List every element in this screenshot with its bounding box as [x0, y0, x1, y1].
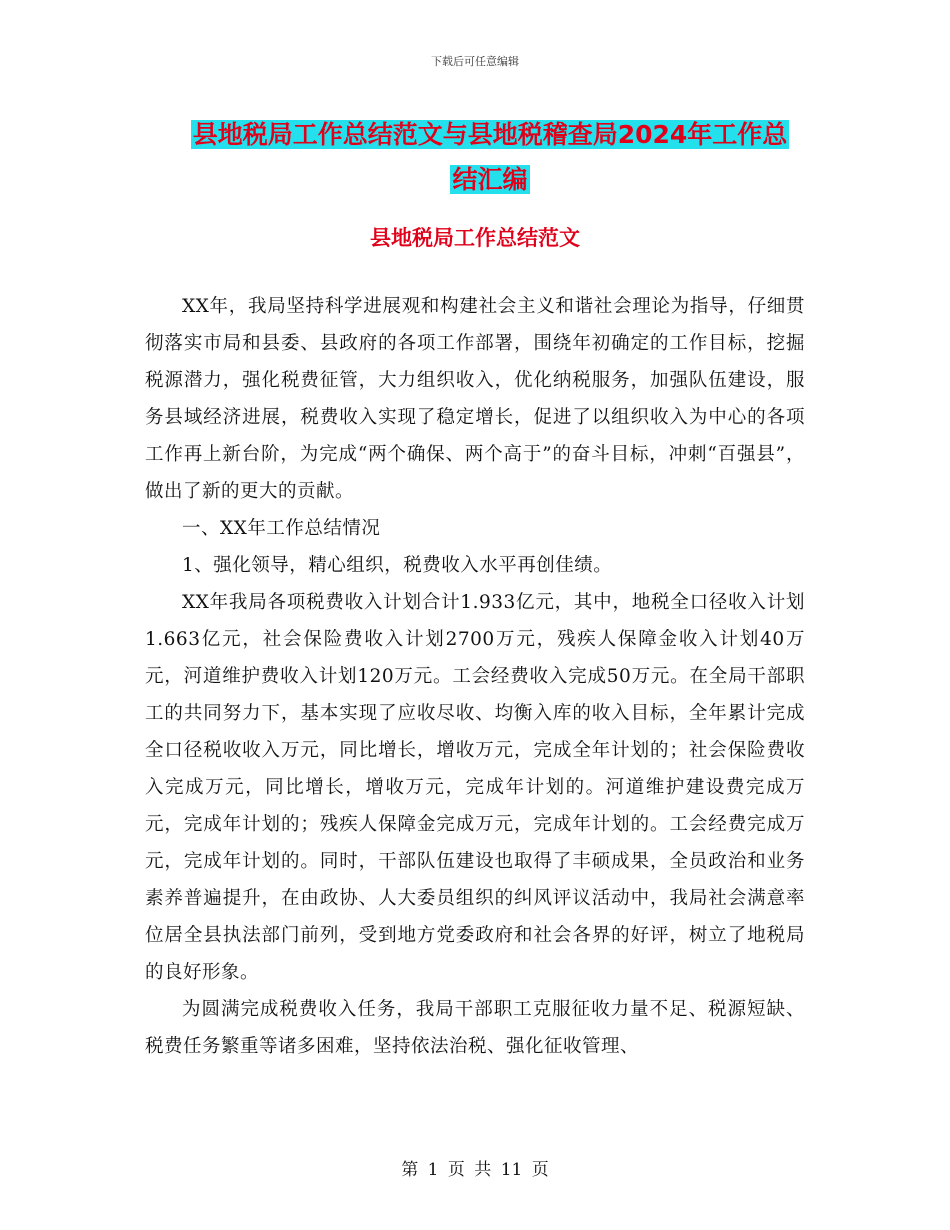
document-title-line-1: 县地税局工作总结范文与县地税稽查局2024年工作总	[192, 120, 788, 149]
paragraph: XX年我局各项税费收入计划合计1.933亿元，其中，地税全口径收入计划1.663亿元，社会保险费收入计划2700万元，残疾人保障金收入计划40万元，河道维护费收入计划120万元。工会经费收入完成50万元。在全局干部职工的共同努力下，基本实现了应收尽收、均衡入库的收入目标，全年累计完成全口径税收收入万元，同比增长，增收万元，完成全年计划的；社会保险费收入完成万元，同比增长，增收万元，完成年计划的。河道维护建设费完成万元，完成年计划的；残疾人保障金完成万元，完成年计划的。工会经费完成万元，完成年计划的。同时，干部队伍建设也取得了丰硕成果，全员政治和业务素养普遍提升，在由政协、人大委员组织的纠风评议活动中，我局社会满意率位居全县执法部门前列，受到地方党委政府和社会各界的好评，树立了地税局的良好形象。	[145, 592, 805, 983]
section-title: 县地税局工作总结范文	[370, 226, 580, 250]
document-title-line-2: 结汇编	[452, 165, 528, 194]
paragraph: 为圆满完成税费收入任务，我局干部职工克服征收力量不足、税源短缺、税费任务繁重等诸多困难，坚持依法治税、强化征收管理、	[145, 999, 805, 1057]
header-note: 下载后可任意编辑	[431, 55, 519, 68]
paragraph: 1、强化领导，精心组织，税费收入水平再创佳绩。	[182, 555, 613, 576]
paragraph: 一、XX年工作总结情况	[182, 518, 381, 539]
paragraph: XX年，我局坚持科学进展观和构建社会主义和谐社会理论为指导，仔细贯彻落实市局和县委、县政府的各项工作部署，围绕年初确定的工作目标，挖掘税源潜力，强化税费征管，大力组织收入，优化纳税服务，加强队伍建设，服务县域经济进展，税费收入实现了稳定增长，促进了以组织收入为中心的各项工作再上新台阶，为完成“两个确保、两个高于”的奋斗目标，冲刺“百强县”，做出了新的更大的贡献。	[145, 296, 805, 502]
body-text	[145, 288, 805, 1065]
page-footer: 第 1 页 共 11 页	[401, 1160, 549, 1180]
document-title	[140, 112, 840, 202]
